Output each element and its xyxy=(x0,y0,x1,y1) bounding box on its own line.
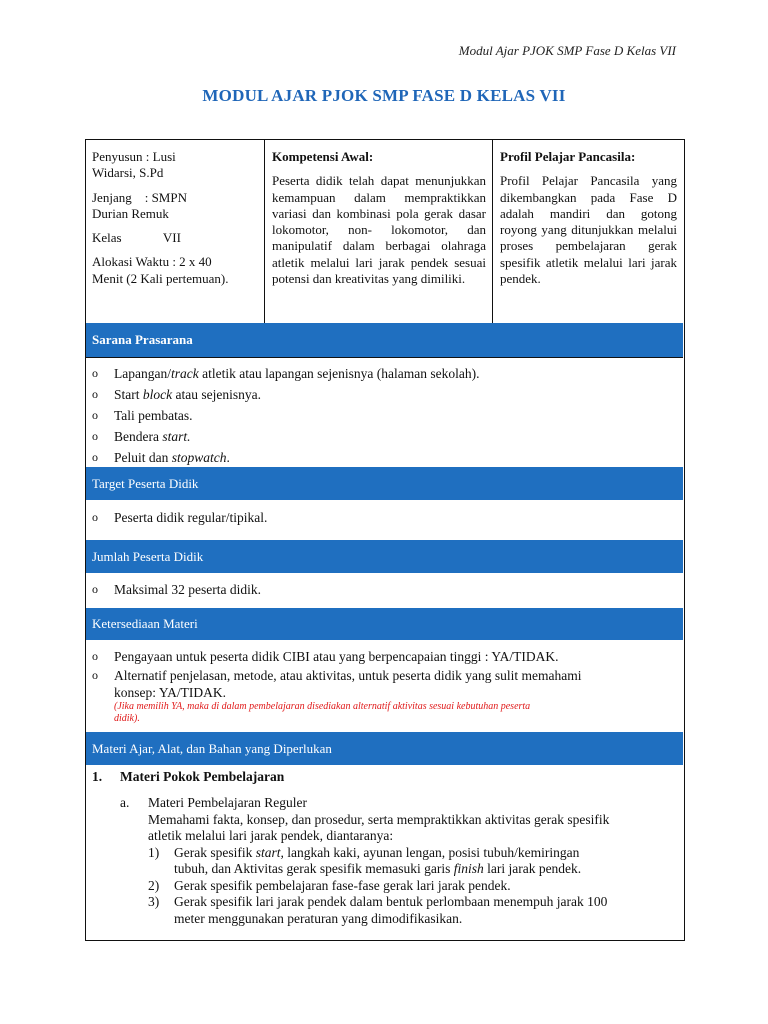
materi-pokok-title: Materi Pokok Pembelajaran xyxy=(120,769,285,784)
list-item xyxy=(148,845,678,878)
item-number: 3) xyxy=(148,894,160,909)
list-item: o Pengayaan untuk peserta didik CIBI atau yang berpencapaian tinggi : YA/TIDAK. xyxy=(92,649,559,664)
identity-column xyxy=(86,140,265,323)
list-item xyxy=(86,405,683,426)
item-text: Lapangan/ xyxy=(114,366,171,381)
sarana-list xyxy=(86,363,683,468)
item-line xyxy=(174,894,678,911)
item-text: atletik atau lapangan sejenisnya (halaman sekolah). xyxy=(198,366,480,381)
item-emphasis: track xyxy=(170,366,199,381)
materi-list xyxy=(148,845,678,928)
item-text: . xyxy=(226,450,230,465)
profil-heading: Profil Pelajar Pancasila: xyxy=(500,149,636,164)
profil-column xyxy=(493,140,683,323)
bullet-mark: o xyxy=(92,408,98,422)
item-line xyxy=(174,878,678,895)
bullet-mark: o xyxy=(92,429,98,443)
target-header: Target Peserta Didik xyxy=(86,467,683,500)
item-emphasis: finish xyxy=(453,861,484,876)
materi-pokok-number: 1. xyxy=(92,769,103,784)
item-line xyxy=(174,911,678,928)
item-text: Gerak spesifik lari jarak pendek dalam bentuk perlombaan menempuh jarak 100 xyxy=(174,894,608,909)
kelas: Kelas VII xyxy=(92,230,181,246)
running-head: Modul Ajar PJOK SMP Fase D Kelas VII xyxy=(458,43,676,58)
materi-section xyxy=(86,765,683,940)
sarana-section xyxy=(86,357,683,467)
sarana-header: Sarana Prasarana xyxy=(86,323,683,357)
item-text: Tali pembatas. xyxy=(114,408,193,423)
item-line xyxy=(174,861,678,878)
identity-row xyxy=(86,140,683,323)
materi-reguler: Materi Pembelajaran Reguler Memahami fakta, konsep, dan prosedur, serta mempraktikkan aktivitas gerak spesifik atletik melalui lari jarak pendek, diantaranya: 1) Gerak spesifik start, langkah kaki, ayunan lengan, posisi tubuh/kemiringan tubuh, dan Aktivitas gerak spesifik memasuki garis finish lari jarak pendek. 2) Gerak spesifik pembelajaran fase-fase gerak lari jarak pendek. 3) Gerak spesifik lari jarak pendek dalam bentuk perlombaan menempuh jarak 100 meter menggunakan peraturan yang dimodifikasikan. xyxy=(148,795,678,927)
jenjang: Jenjang : SMPN Durian Remuk xyxy=(92,189,187,221)
target-section xyxy=(86,500,683,540)
ketersediaan-header: Ketersediaan Materi xyxy=(86,608,683,640)
penyusun: Penyusun : Lusi Widarsi, S.Pd xyxy=(92,149,176,181)
item-emphasis: stopwatch xyxy=(171,450,227,465)
list-item xyxy=(86,426,683,447)
list-item: o Alternatif penjelasan, metode, atau aktivitas, untuk peserta didik yang sulit memahami konsep: YA/TIDAK. (Jika memilih YA, maka di dalam pembelajaran disediakan alternatif aktivitas sesuai kebutuhan peserta didik). xyxy=(86,667,683,725)
module-table xyxy=(85,139,685,941)
item-emphasis: start. xyxy=(162,429,191,444)
item-text: Gerak spesifik pembelajaran fase-fase gerak lari jarak pendek. xyxy=(174,877,511,893)
item-text: atau sejenisnya. xyxy=(172,387,261,402)
item-text: langkah kaki, ayunan lengan, posisi tubuh/kemiringan xyxy=(283,844,580,860)
item-emphasis: start, xyxy=(255,844,284,860)
item-text: Peluit dan xyxy=(114,450,172,465)
bullet-mark: o xyxy=(92,366,98,380)
document-title: MODUL AJAR PJOK SMP FASE D KELAS VII xyxy=(202,86,566,105)
item-text: lari jarak pendek. xyxy=(483,861,582,876)
list-item: o Peserta didik regular/tipikal. xyxy=(92,510,268,525)
list-item xyxy=(86,384,683,405)
list-item xyxy=(86,363,683,384)
list-item xyxy=(148,878,678,895)
list-item xyxy=(148,894,678,927)
bullet-mark: o xyxy=(92,387,98,401)
item-number: 2) xyxy=(148,877,160,893)
ketersediaan-note: (Jika memilih YA, maka di dalam pembelajaran disediakan alternatif aktivitas sesuai kebutuhan peserta didik). xyxy=(114,701,531,724)
sub-letter: a. xyxy=(120,795,130,810)
item-text: Start xyxy=(114,387,143,402)
jumlah-section xyxy=(86,573,683,608)
jumlah-header: Jumlah Peserta Didik xyxy=(86,540,683,573)
bullet-mark: o xyxy=(92,450,98,464)
materi-header: Materi Ajar, Alat, dan Bahan yang Diperlukan xyxy=(86,732,683,765)
list-item: o Maksimal 32 peserta didik. xyxy=(92,582,261,597)
item-emphasis: block xyxy=(142,387,173,402)
kompetensi-text: Peserta didik telah dapat menunjukkan kemampuan dalam mempraktikkan variasi dan kombinasi pola gerak dasar lokomotor, non- lokomotor, dan manipulatif dalam berbagai olahraga atletik melalui lari jarak pendek sesuai potensi dan kreativitas yang dimiliki. xyxy=(272,173,486,287)
profil-text: Profil Pelajar Pancasila yang dikembangkan pada Fase D adalah mandiri dan gotong royong yang ditunjukkan melalui proses pembelajaran gerak spesifik atletik melalui lari jarak pendek. xyxy=(500,173,677,287)
item-text: Gerak spesifik xyxy=(174,844,256,860)
kompetensi-heading: Kompetensi Awal: xyxy=(272,149,374,164)
item-text: meter menggunakan peraturan yang dimodifikasikan. xyxy=(174,910,463,926)
alokasi-waktu: Alokasi Waktu : 2 x 40 Menit (2 Kali pertemuan). xyxy=(92,254,229,286)
list-item xyxy=(86,447,683,468)
item-number: 1) xyxy=(148,844,160,860)
kompetensi-column xyxy=(265,140,493,323)
item-text: tubuh, dan Aktivitas gerak spesifik memasuki garis xyxy=(174,861,454,876)
item-line xyxy=(174,845,678,862)
item-text: Bendera xyxy=(114,429,163,444)
ketersediaan-section xyxy=(86,640,683,732)
